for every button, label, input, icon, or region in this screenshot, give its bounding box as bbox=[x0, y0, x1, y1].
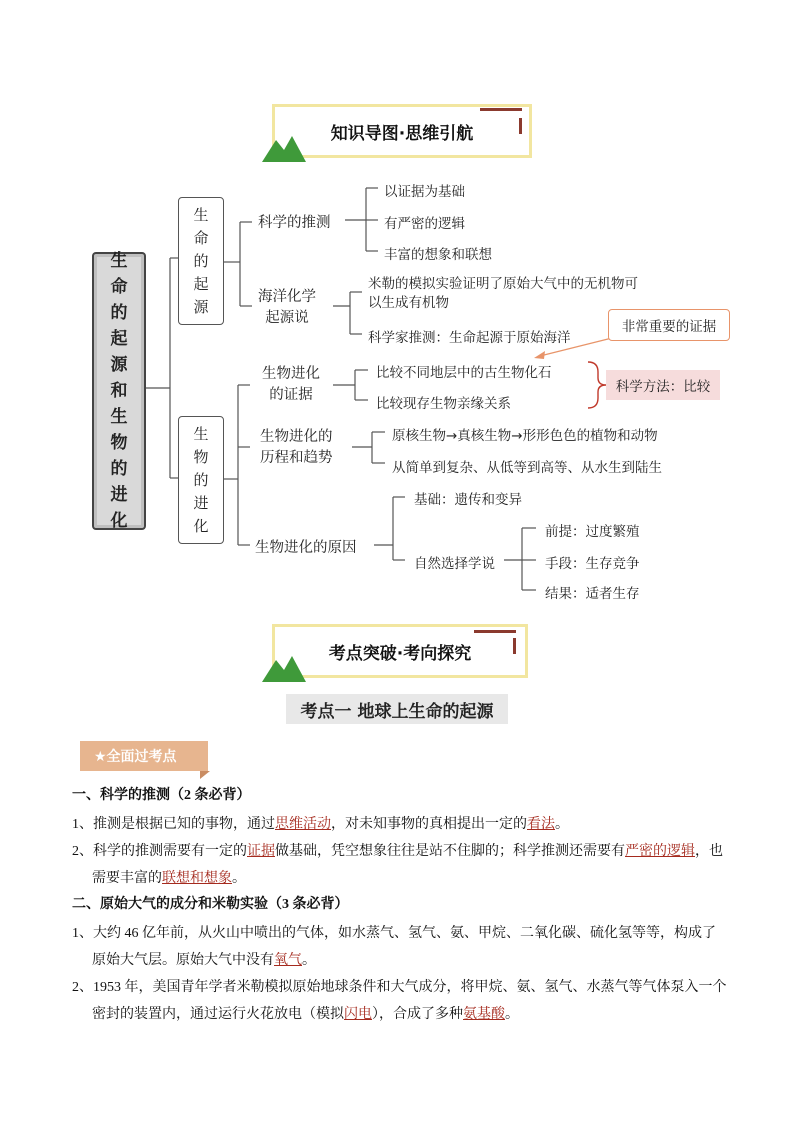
leaf-ocean-2: 科学家推测：生命起源于原始海洋 bbox=[368, 330, 571, 346]
para-2-hl3: 联想和想象 bbox=[162, 871, 232, 886]
para-4-b: 密封的装置内，通过运行火花放电（模拟 bbox=[92, 1007, 344, 1022]
para-2 bbox=[72, 839, 732, 864]
leaf-evidence-1: 比较不同地层中的古生物化石 bbox=[376, 365, 552, 381]
node-ocean bbox=[258, 287, 316, 329]
para-2-hl1: 证据 bbox=[247, 844, 275, 859]
para-4-c: ），合成了多种 bbox=[372, 1007, 463, 1022]
node-evidence-line2: 的证据 bbox=[269, 387, 313, 403]
para-2-c: ，也 bbox=[695, 844, 723, 859]
leaf-ocean-1-line1: 米勒的模拟实验证明了原始大气中的无机物可 bbox=[368, 276, 638, 292]
node-origin-label: 生命的起源 bbox=[193, 205, 209, 316]
leaf-sci-2: 有严密的逻辑 bbox=[384, 216, 465, 232]
para-2-a: 2、科学的推测需要有一定的 bbox=[72, 844, 247, 859]
para-1-hl2: 看法 bbox=[527, 817, 555, 832]
node-process-line2: 历程和趋势 bbox=[260, 450, 333, 466]
para-3-c: 。 bbox=[302, 953, 316, 968]
node-cause: 生物进化的原因 bbox=[255, 540, 357, 556]
para-1-a: 1、推测是根据已知的事物，通过 bbox=[72, 817, 275, 832]
para-1-hl1: 思维活动 bbox=[275, 817, 331, 832]
node-evolution bbox=[178, 416, 224, 544]
para-4-d: 。 bbox=[505, 1007, 519, 1022]
bracket-mark bbox=[513, 638, 516, 654]
para-2-d: 需要丰富的 bbox=[92, 871, 162, 886]
section-title: 考点一 地球上生命的起源 bbox=[286, 694, 508, 724]
para-4-hl2: 氨基酸 bbox=[463, 1007, 505, 1022]
node-origin bbox=[178, 197, 224, 325]
para-2-e: 。 bbox=[232, 871, 246, 886]
para-1-b: ，对未知事物的真相提出一定的 bbox=[331, 817, 527, 832]
para-4-hl1: 闪电 bbox=[344, 1007, 372, 1022]
heading-2-text: 二、原始大气的成分和米勒实验（3 条必背） bbox=[72, 897, 349, 912]
leaf-process-2: 从简单到复杂、从低等到高等、从水生到陆生 bbox=[392, 460, 662, 476]
node-evidence bbox=[262, 364, 320, 406]
para-3-b: 原始大气层。原始大气中没有 bbox=[92, 953, 274, 968]
node-scientific: 科学的推测 bbox=[258, 215, 331, 231]
node-process-line1: 生物进化的 bbox=[260, 429, 333, 445]
tag-fold bbox=[200, 771, 210, 779]
node-ocean-line1: 海洋化学 bbox=[258, 289, 316, 305]
node-ocean-line2: 起源说 bbox=[265, 310, 309, 326]
heading-1-text: 一、科学的推测（2 条必背） bbox=[72, 788, 251, 803]
callout-method: 科学方法：比较 bbox=[606, 370, 720, 400]
banner-mindmap-title: 知识导图·思维引航 bbox=[330, 123, 474, 144]
banner-keypoints-title: 考点突破·考向探究 bbox=[328, 643, 472, 664]
leaf-sel-1: 前提：过度繁殖 bbox=[545, 524, 640, 540]
para-3-a: 1、大约 46 亿年前，从火山中喷出的气体，如水蒸气、氢气、氨、甲烷、二氧化碳、硫化氢等等，构成了 bbox=[72, 926, 716, 941]
leaf-evidence-2: 比较现存生物亲缘关系 bbox=[376, 396, 511, 412]
leaf-sel-3: 结果：适者生存 bbox=[545, 586, 640, 602]
para-4-cont bbox=[72, 1002, 752, 1027]
callout-important: 非常重要的证据 bbox=[608, 309, 730, 341]
bracket-mark bbox=[474, 630, 516, 633]
leaf-sel-2: 手段：生存竞争 bbox=[545, 556, 640, 572]
mountain-icon bbox=[262, 654, 306, 682]
leaf-process-1: 原核生物→真核生物→形形色色的植物和动物 bbox=[392, 428, 658, 444]
para-2-b: 做基础，凭空想象往往是站不住脚的；科学推测还需要有 bbox=[275, 844, 625, 859]
leaf-cause-basis: 基础：遗传和变异 bbox=[414, 492, 522, 508]
para-3-hl1: 氧气 bbox=[274, 953, 302, 968]
para-2-cont bbox=[72, 866, 752, 891]
para-2-hl2: 严密的逻辑 bbox=[625, 844, 695, 859]
mindmap-root bbox=[92, 252, 146, 530]
mindmap-root-label: 生命的起源和生物的进化 bbox=[110, 251, 128, 531]
para-4 bbox=[72, 975, 732, 1000]
heading-1 bbox=[72, 783, 732, 808]
node-process bbox=[260, 427, 333, 469]
para-1 bbox=[72, 812, 732, 837]
para-3 bbox=[72, 921, 732, 946]
para-3-cont bbox=[72, 948, 752, 973]
leaf-cause-selection: 自然选择学说 bbox=[414, 556, 495, 572]
section-tag: ★全面过考点 bbox=[80, 741, 208, 771]
leaf-ocean-1 bbox=[368, 275, 638, 313]
node-evidence-line1: 生物进化 bbox=[262, 366, 320, 382]
para-4-a: 2、1953 年，美国青年学者米勒模拟原始地球条件和大气成分，将甲烷、氨、氢气、水蒸气等气体泵入一个 bbox=[72, 980, 727, 995]
leaf-sci-1: 以证据为基础 bbox=[384, 184, 465, 200]
leaf-sci-3: 丰富的想象和联想 bbox=[384, 247, 492, 263]
heading-2 bbox=[72, 892, 732, 917]
leaf-ocean-1-line2: 以生成有机物 bbox=[368, 295, 449, 311]
node-evolution-label: 生物的进化 bbox=[193, 424, 209, 535]
para-1-c: 。 bbox=[555, 817, 569, 832]
